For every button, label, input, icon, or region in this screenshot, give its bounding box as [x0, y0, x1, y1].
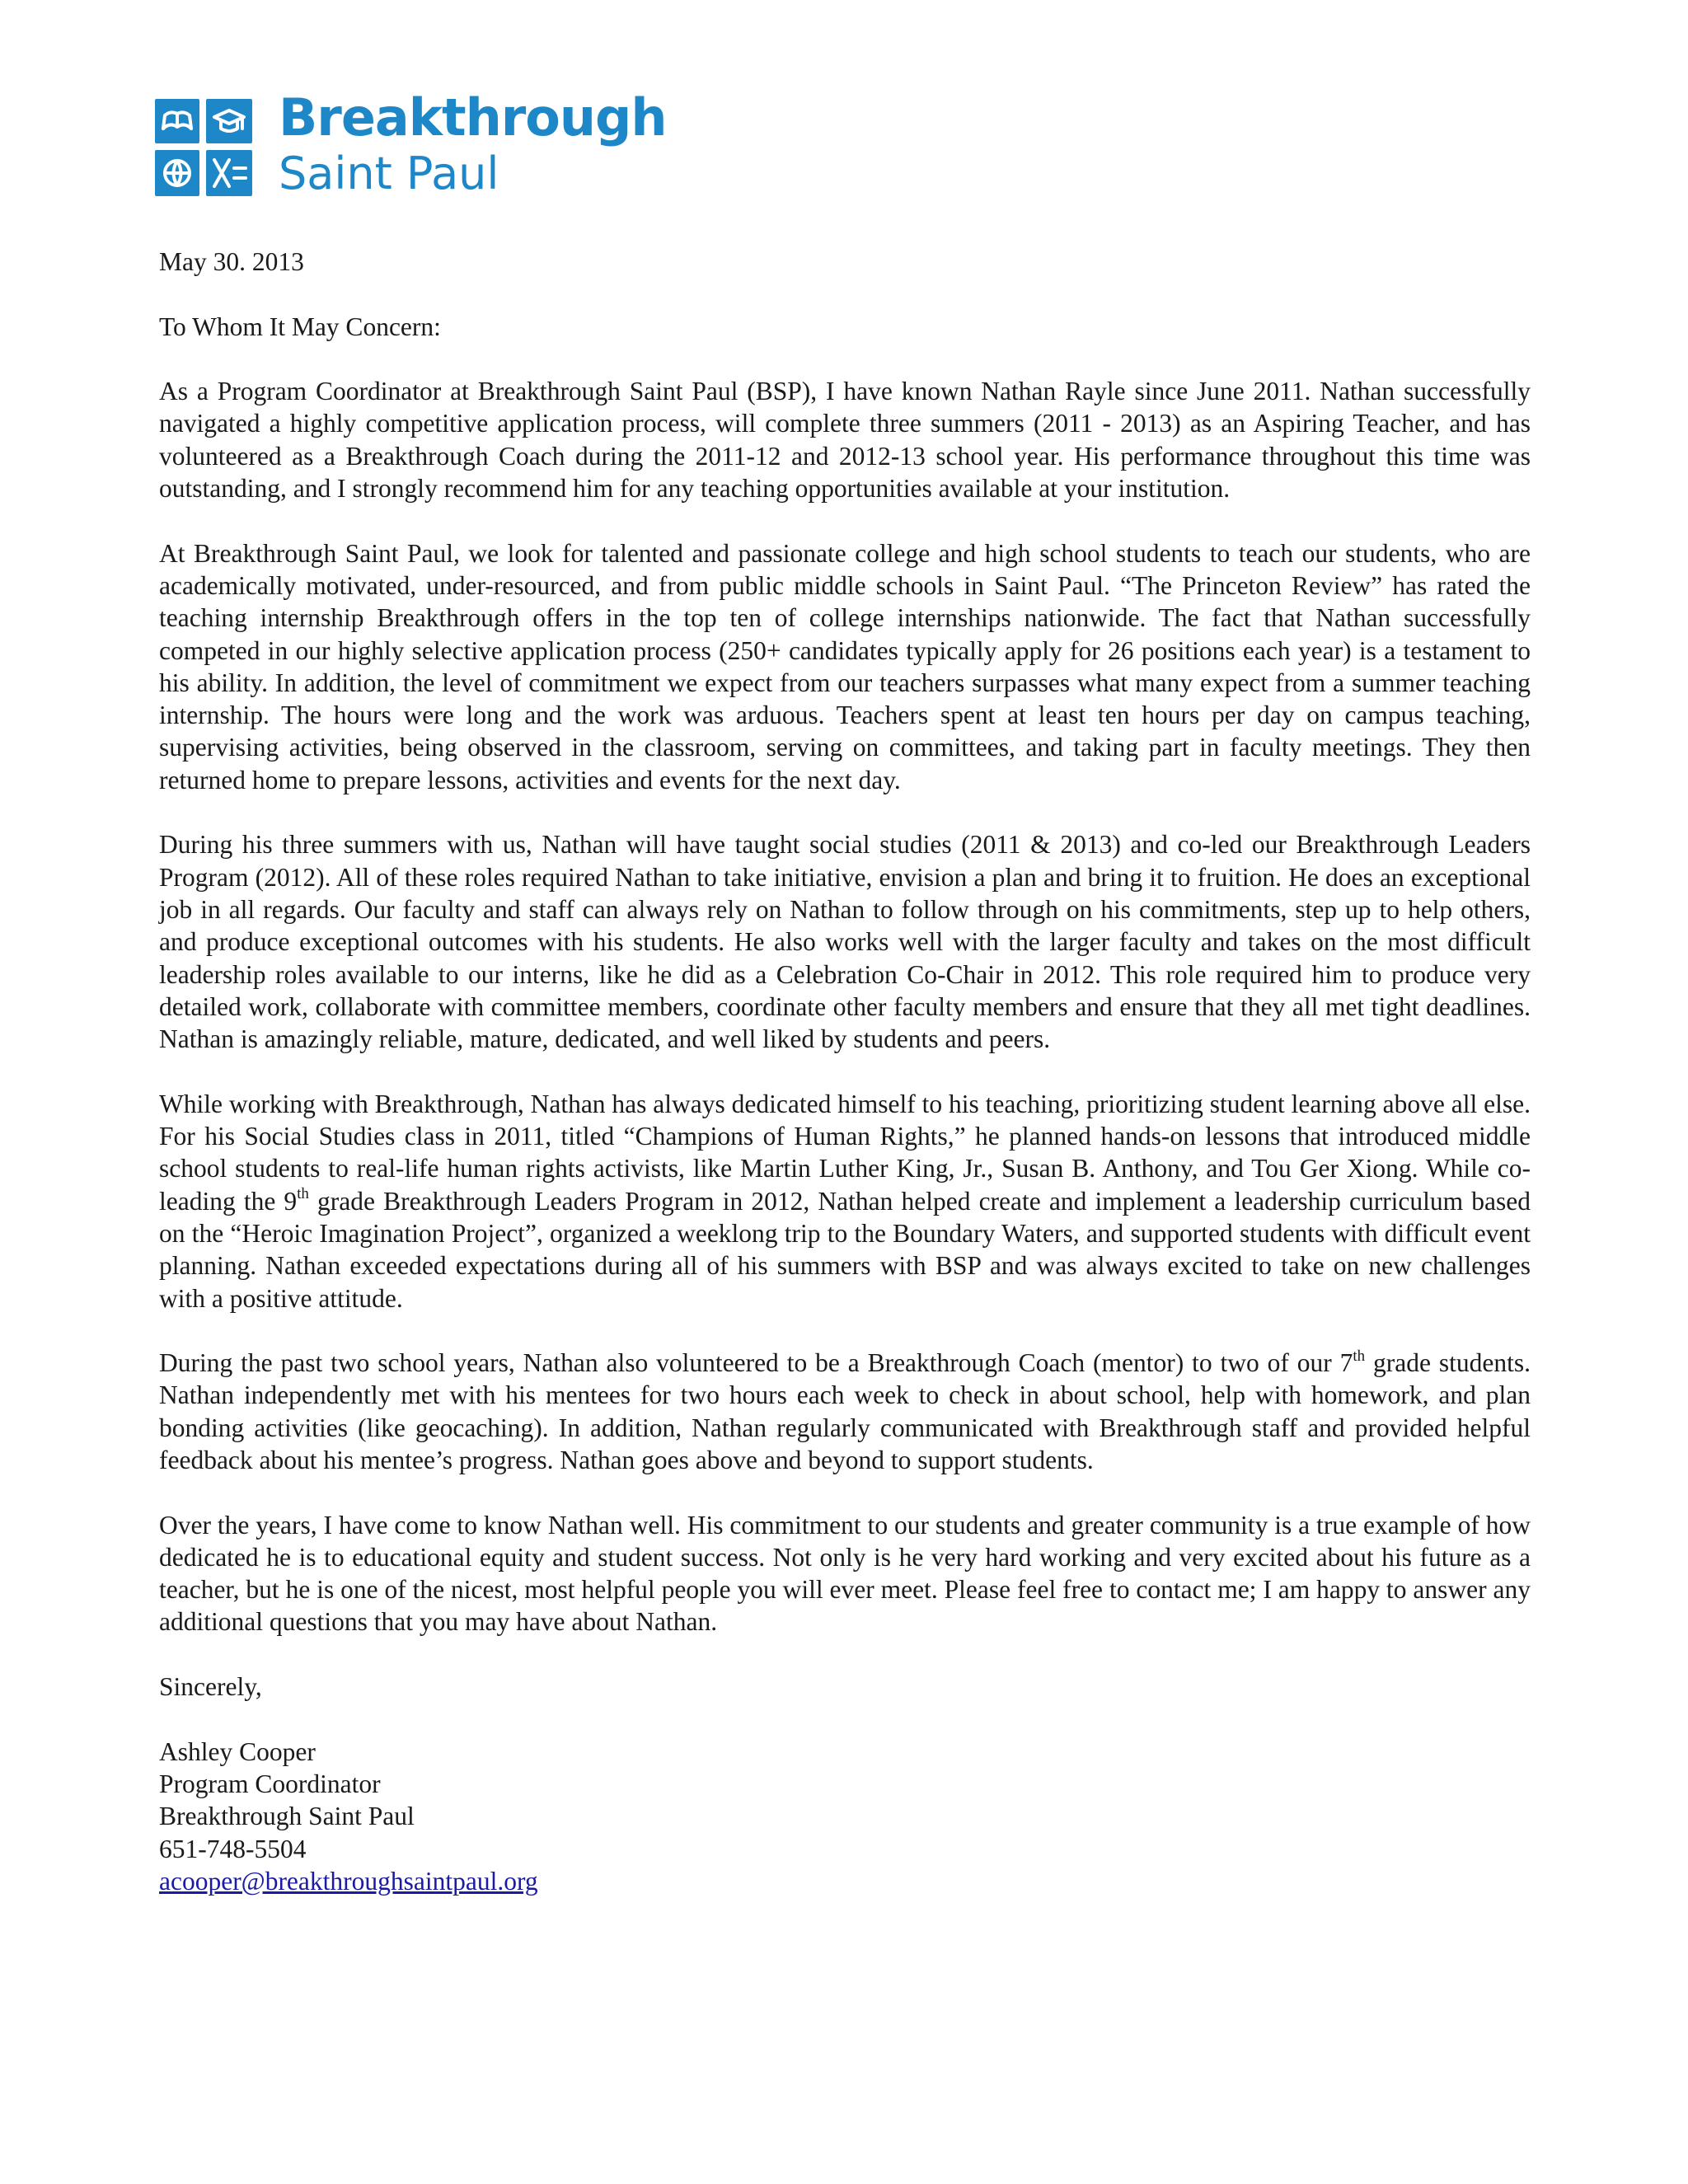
org-logo — [155, 87, 667, 199]
paragraph-2: At Breakthrough Saint Paul, we look for talented and passionate college and high school students to teach our students, who are academically motivated, under-resourced, and from public middle schools in Saint Paul. “The Princeton Review” has rated the teaching internship Breakthrough offers in the top ten of college internships nationwide. The fact that Nathan successfully competed in our highly selective application process (250+ candidates typically apply for 26 positions each year) is a testament to his ability. In addition, the level of commitment we expect from our teachers surpasses what many expect from a summer teaching internship. The hours were long and the work was arduous. Teachers spent at least ten hours per day on campus teaching, supervising activities, being observed in the classroom, serving on committees, and taking part in faculty meetings. They then returned home to prepare lessons, activities and events for the next day. — [159, 538, 1531, 794]
signer-organization: Breakthrough Saint Paul — [159, 1802, 415, 1831]
letter-salutation: To Whom It May Concern: — [159, 312, 441, 341]
paragraph-4 — [159, 1088, 1531, 1315]
ordinal-suffix: th — [1353, 1347, 1366, 1365]
org-name-line2: Saint Paul — [279, 148, 499, 199]
paragraph-1: As a Program Coordinator at Breakthrough Saint Paul (BSP), I have known Nathan Rayle since June 2011. Nathan successfully navigated a highly competitive application process, will complete three summers (2011 - 2013) as an Aspiring Teacher, and has volunteered as a Breakthrough Coach during the 2011-12 and 2012-13 school year. His performance throughout this time was outstanding, and I strongly recommend him for any teaching opportunities available at your institution. — [159, 377, 1531, 504]
paragraph-5 — [159, 1347, 1531, 1476]
ordinal-suffix: th — [297, 1185, 309, 1203]
paragraph-6: Over the years, I have come to know Nathan well. His commitment to our students and greater community is a true example of how dedicated he is to educational equity and student success. Not only is he very hard working and very excited about his future as a teacher, but he is one of the nicest, most helpful people you will ever meet. Please feel free to contact me; I am happy to answer any additional questions that you may have about Nathan. — [159, 1510, 1531, 1637]
paragraph-3: During his three summers with us, Nathan will have taught social studies (2011 & 2013) and co-led our Breakthrough Leaders Program (2012). All of these roles required Nathan to take initiative, envision a plan and bring it to fruition. He does an exceptional job in all regards. Our faculty and staff can always rely on Nathan to follow through on his commitments, step up to help others, and produce exceptional outcomes with his students. He also works well with the larger faculty and takes on the most difficult leadership roles available to our interns, like he did as a Celebration Co-Chair in 2012. This role required him to produce very detailed work, collaborate with committee members, coordinate other faculty members and ensure that they all met tight deadlines. Nathan is amazingly reliable, mature, dedicated, and well liked by students and peers. — [159, 830, 1531, 1054]
org-name-line1: Breakthrough — [279, 87, 667, 148]
paragraph-4-part-b: grade Breakthrough Leaders Program in 2012, Nathan helped create and implement a leadership curriculum based on the “Heroic Imagination Project”, organized a weeklong trip to the Boundary Waters, and supported students with difficult event planning. Nathan exceeded expectations during all of his summers with BSP and was always excited to take on new challenges with a positive attitude. — [159, 1186, 1531, 1313]
letter-date: May 30. 2013 — [159, 247, 304, 276]
signature-block — [159, 1736, 1531, 1897]
letter-body — [159, 246, 1531, 1897]
paragraph-5-part-b: grade students. Nathan independently met with his mentees for two hours each week to check in about school, help with homework, and plan bonding activities (like geocaching). In addition, Nathan regularly communicated with Breakthrough staff and provided helpful feedback about his mentee’s progress. Nathan goes above and beyond to support students. — [159, 1348, 1531, 1474]
signer-name: Ashley Cooper — [159, 1736, 316, 1766]
paragraph-5-part-a: During the past two school years, Nathan also volunteered to be a Breakthrough Coach (mentor) to two of our 7 — [159, 1348, 1353, 1378]
signer-title: Program Coordinator — [159, 1769, 381, 1798]
signer-email-link[interactable]: acooper@breakthroughsaintpaul.org — [159, 1866, 538, 1896]
signer-phone: 651-748-5504 — [159, 1834, 307, 1863]
letter-closing: Sincerely, — [159, 1672, 262, 1702]
breakthrough-logo-icon — [155, 99, 252, 196]
org-wordmark — [279, 87, 667, 199]
paragraph-4-part-a: While working with Breakthrough, Nathan has always dedicated himself to his teaching, prioritizing student learning above all else. For his Social Studies class in 2011, titled “Champions of Human Rights,” he planned hands-on lessons that introduced middle school students to real-life human rights activists, like Martin Luther King, Jr., Susan B. Anthony, and Tou Ger Xiong. While co-leading the 9 — [159, 1089, 1531, 1216]
